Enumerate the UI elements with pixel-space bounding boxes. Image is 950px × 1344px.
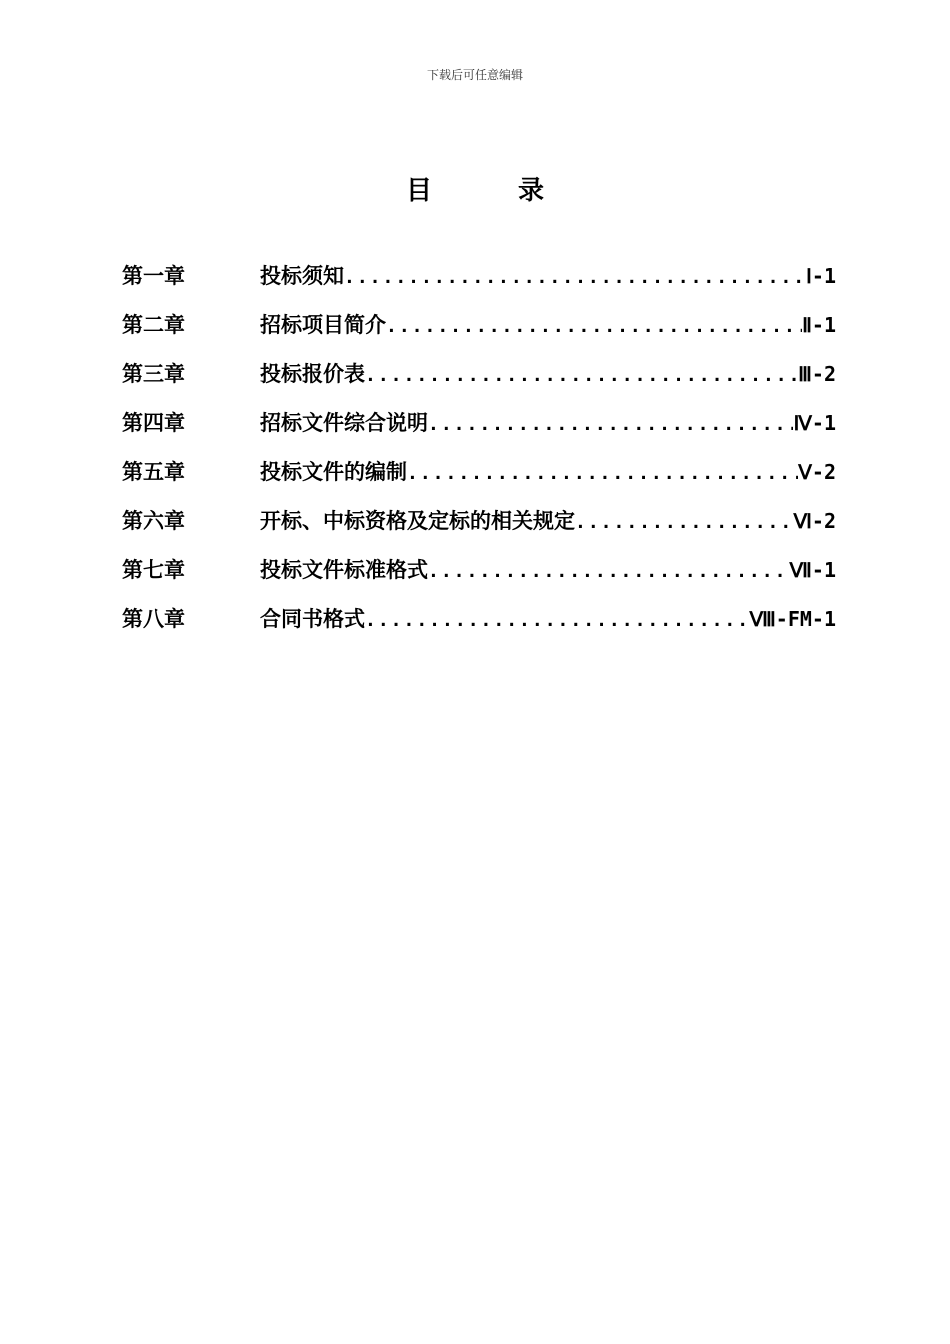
toc-leader-dots (365, 357, 798, 395)
toc-chapter-label: 第二章 (122, 313, 185, 337)
toc-entry-6[interactable] (122, 502, 836, 551)
toc-leader-dots (344, 259, 806, 297)
toc-entry-title: 招标文件综合说明 (260, 411, 428, 435)
toc-chapter-label: 第七章 (122, 558, 185, 582)
toc-page-number: Ⅳ-1 (793, 411, 836, 435)
toc-entry-title: 投标文件的编制 (260, 460, 407, 484)
toc-page-number: Ⅰ-1 (806, 264, 836, 288)
toc-entry-3[interactable] (122, 355, 836, 404)
toc-entry-title: 投标须知 (260, 264, 344, 288)
toc-page-number: Ⅱ-1 (802, 313, 836, 337)
toc-leader-dots (365, 602, 749, 640)
toc-leader-dots (407, 455, 798, 493)
toc-leader-dots (386, 308, 802, 346)
toc-page-number: Ⅲ-2 (798, 362, 836, 386)
header-note: 下载后可任意编辑 (426, 68, 523, 82)
toc-chapter-label: 第一章 (122, 264, 185, 288)
toc-title: 目录 (405, 176, 630, 206)
toc-leader-dots (428, 553, 790, 591)
toc-entry-title: 投标文件标准格式 (260, 558, 428, 582)
toc-entry-1[interactable] (122, 257, 836, 306)
toc-chapter-label: 第八章 (122, 607, 185, 631)
toc-leader-dots (575, 504, 793, 542)
toc-entry-5[interactable] (122, 453, 836, 502)
toc-page-number: Ⅴ-2 (798, 460, 836, 484)
toc-entry-title: 投标报价表 (260, 362, 365, 386)
toc-entry-8[interactable] (122, 600, 836, 649)
toc-leader-dots (428, 406, 793, 444)
toc-entry-4[interactable] (122, 404, 836, 453)
toc-entry-2[interactable] (122, 306, 836, 355)
toc-page-number: Ⅵ-2 (793, 509, 836, 533)
toc-list (122, 257, 836, 649)
toc-page-number: Ⅶ-1 (789, 558, 836, 582)
toc-chapter-label: 第四章 (122, 411, 185, 435)
toc-entry-title: 招标项目简介 (260, 313, 386, 337)
toc-entry-7[interactable] (122, 551, 836, 600)
toc-page-number: Ⅷ-FM-1 (749, 607, 836, 631)
toc-chapter-label: 第五章 (122, 460, 185, 484)
toc-chapter-label: 第六章 (122, 509, 185, 533)
toc-chapter-label: 第三章 (122, 362, 185, 386)
toc-entry-title: 开标、中标资格及定标的相关规定 (260, 509, 575, 533)
toc-entry-title: 合同书格式 (260, 607, 365, 631)
